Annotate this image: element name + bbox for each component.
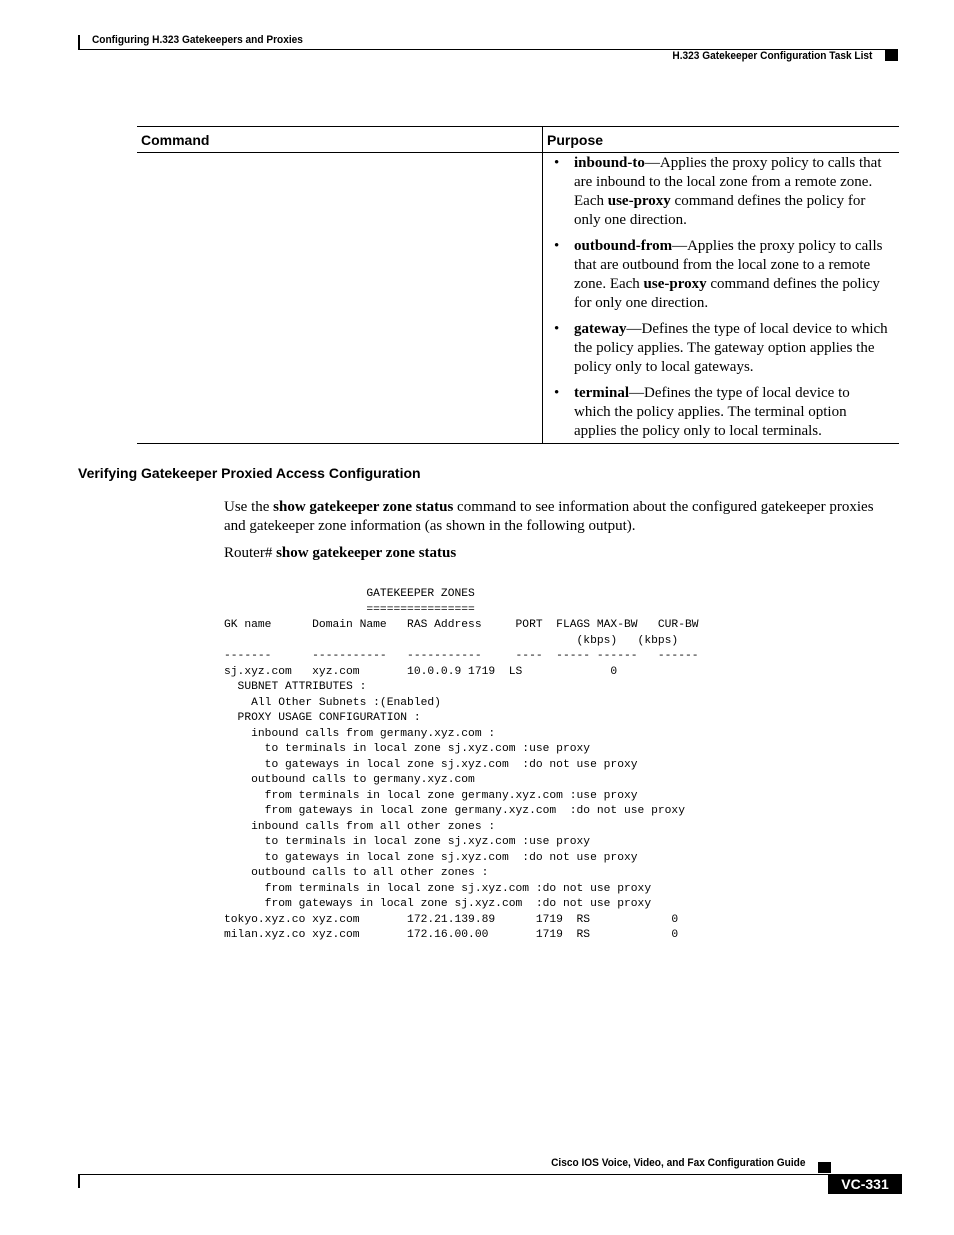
header-section-title: H.323 Gatekeeper Configuration Task List bbox=[671, 50, 872, 62]
footer-rule bbox=[78, 1174, 828, 1175]
description-text: —Defines the type of local device to which the policy applies. The gateway option applies the policy only to local gateways. bbox=[574, 321, 888, 375]
description-text: command defines the policy for only one direction. bbox=[574, 193, 866, 228]
purpose-cell bbox=[543, 153, 900, 444]
list-item bbox=[551, 154, 889, 230]
paragraph-text: command to see information about the configured gatekeeper proxies and gatekeeper zone information (as shown in the following output). bbox=[224, 499, 874, 534]
purpose-list bbox=[543, 153, 899, 441]
command-purpose-table bbox=[137, 126, 899, 444]
command-keyword: show gatekeeper zone status bbox=[276, 545, 457, 561]
router-prompt: Router# bbox=[224, 545, 277, 561]
list-item bbox=[551, 237, 889, 313]
paragraph-text: Use the bbox=[224, 499, 274, 515]
body-paragraph bbox=[224, 498, 894, 536]
column-header-command: Command bbox=[137, 127, 543, 153]
router-command-line bbox=[224, 544, 456, 563]
bullet-icon: • bbox=[554, 321, 560, 337]
keyword: inbound-to bbox=[574, 155, 645, 171]
list-item bbox=[551, 320, 889, 377]
keyword: gateway bbox=[574, 321, 627, 337]
footer-vertical-bar bbox=[78, 1174, 80, 1188]
cli-output-block: GATEKEEPER ZONES ================ GK name Domain Name RAS Address PORT FLAGS MAX-BW CUR-BW (kbps) (kbps) ------- ----------- ----------- ---- ----- ------ ------ sj.xyz.com xyz.com 10.0.0.9 1719 LS 0 SUBNET ATTRIBUTES : All Other Subnets :(Enabled) PROXY USAGE CONFIGURATION : inbound calls from germany.xyz.com : to terminals in local zone sj.xyz.com :use proxy to gateways in local zone sj.xyz.com :do not use proxy outbound calls to germany.xyz.com from terminals in local zone germany.xyz.com :use proxy from gateways in local zone germany.xyz.com :do not use proxy inbound calls from all other zones : to terminals in local zone sj.xyz.com :use proxy to gateways in local zone sj.xyz.com :do not use proxy outbound calls to all other zones : from terminals in local zone sj.xyz.com :do not use proxy from gateways in local zone sj.xyz.com :do not use proxy tokyo.xyz.co xyz.com 172.21.139.89 1719 RS 0 milan.xyz.co xyz.com 172.16.00.00 1719 RS 0 bbox=[224, 588, 699, 941]
footer-marker bbox=[818, 1162, 831, 1173]
footer-guide-title: Cisco IOS Voice, Video, and Fax Configuration Guide bbox=[550, 1157, 805, 1169]
keyword: use-proxy bbox=[607, 193, 671, 209]
header-chapter-title: Configuring H.323 Gatekeepers and Proxies bbox=[92, 34, 303, 46]
header-vertical-bar bbox=[78, 35, 80, 50]
command-keyword: show gatekeeper zone status bbox=[273, 499, 454, 515]
header-marker bbox=[885, 50, 898, 61]
bullet-icon: • bbox=[554, 385, 560, 401]
description-text: command defines the policy for only one direction. bbox=[574, 276, 880, 311]
bullet-icon: • bbox=[554, 155, 560, 171]
description-text: —Applies the proxy policy to calls that are outbound from the local zone to a remote zone. Each bbox=[574, 238, 883, 292]
list-item bbox=[551, 384, 889, 441]
page-number: VC-331 bbox=[828, 1174, 902, 1194]
section-heading: Verifying Gatekeeper Proxied Access Configuration bbox=[78, 465, 421, 481]
keyword: outbound-from bbox=[574, 238, 673, 254]
table-row bbox=[137, 153, 899, 444]
description-text: —Applies the proxy policy to calls that are inbound to the local zone from a remote zone. Each bbox=[574, 155, 882, 209]
column-header-purpose: Purpose bbox=[543, 127, 900, 153]
bullet-icon: • bbox=[554, 238, 560, 254]
description-text: —Defines the type of local device to which the policy applies. The terminal option applies the policy only to local terminals. bbox=[574, 385, 850, 439]
keyword: use-proxy bbox=[643, 276, 707, 292]
command-cell bbox=[137, 153, 543, 444]
keyword: terminal bbox=[574, 385, 629, 401]
